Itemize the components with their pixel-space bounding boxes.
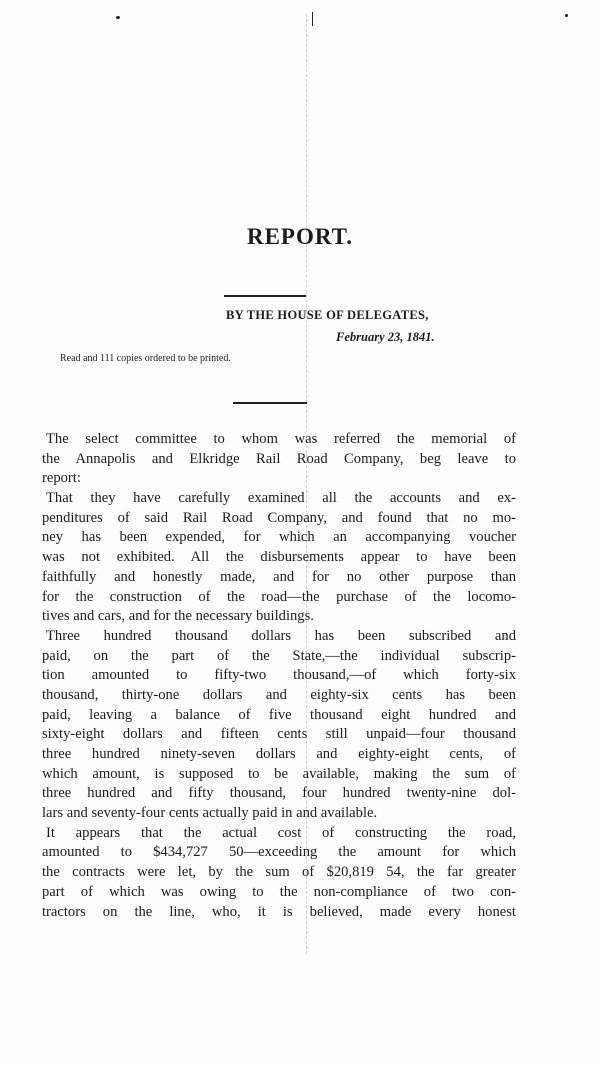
text-line: paid, on the part of the State,—the individual subscrip- [42,647,516,664]
text-line: tractors on the line, who, it is believed, made every honest [42,903,516,920]
print-order-line: Read and 111 copies ordered to be printed. [60,353,231,364]
text-line: Three hundred thousand dollars has been subscribed and [46,627,516,644]
date-line: February 23, 1841. [336,330,435,344]
text-line: amounted to $434,727 50—exceeding the amount for which [42,844,516,861]
text-line: the contracts were let, by the sum of $20,819 54, the far greater [42,864,516,881]
text-line: ney has been expended, for which an accompanying voucher [42,529,516,546]
text-line: three hundred and fifty thousand, four hundred twenty-nine dol- [42,785,516,802]
section-rule [233,402,307,404]
text-line: penditures of said Rail Road Company, and found that no mo- [42,509,516,526]
text-line: The select committee to whom was referred the memorial of [46,431,516,447]
ink-speck [116,16,120,19]
text-line: for the construction of the road—the purchase of the locomo- [42,588,516,605]
house-line: BY THE HOUSE OF DELEGATES, [226,308,429,322]
title-rule [224,295,306,297]
text-line: paid, leaving a balance of five thousand eight hundred and [42,706,516,723]
text-line: tion amounted to fifty-two thousand,—of which forty-six [42,667,516,684]
text-line: lars and seventy-four cents actually paid in and available. [42,805,378,822]
ink-speck [312,12,313,26]
text-line: faithfully and honestly made, and for no other purpose than [42,568,516,585]
text-line: That they have carefully examined all the accounts and ex- [46,490,516,507]
text-line: the Annapolis and Elkridge Rail Road Company, beg leave to [42,450,516,467]
text-line: which amount, is supposed to be available, making the sum of [42,765,516,782]
report-title: REPORT. [246,224,354,249]
text-line: three hundred ninety-seven dollars and eighty-eight cents, of [42,746,516,762]
text-line: thousand, thirty-one dollars and eighty-six cents has been [42,686,516,703]
report-body [42,430,516,922]
text-line: It appears that the actual cost of constructing the road, [46,824,516,841]
text-line: was not exhibited. All the disbursements appear to have been [42,549,516,566]
text-line: sixty-eight dollars and fifteen cents still unpaid—four thousand [42,726,516,743]
ink-speck [565,14,568,17]
text-line: part of which was owing to the non-compliance of two con- [42,883,516,900]
text-line: report: [42,470,81,487]
text-line: tives and cars, and for the necessary buildings. [42,608,314,625]
